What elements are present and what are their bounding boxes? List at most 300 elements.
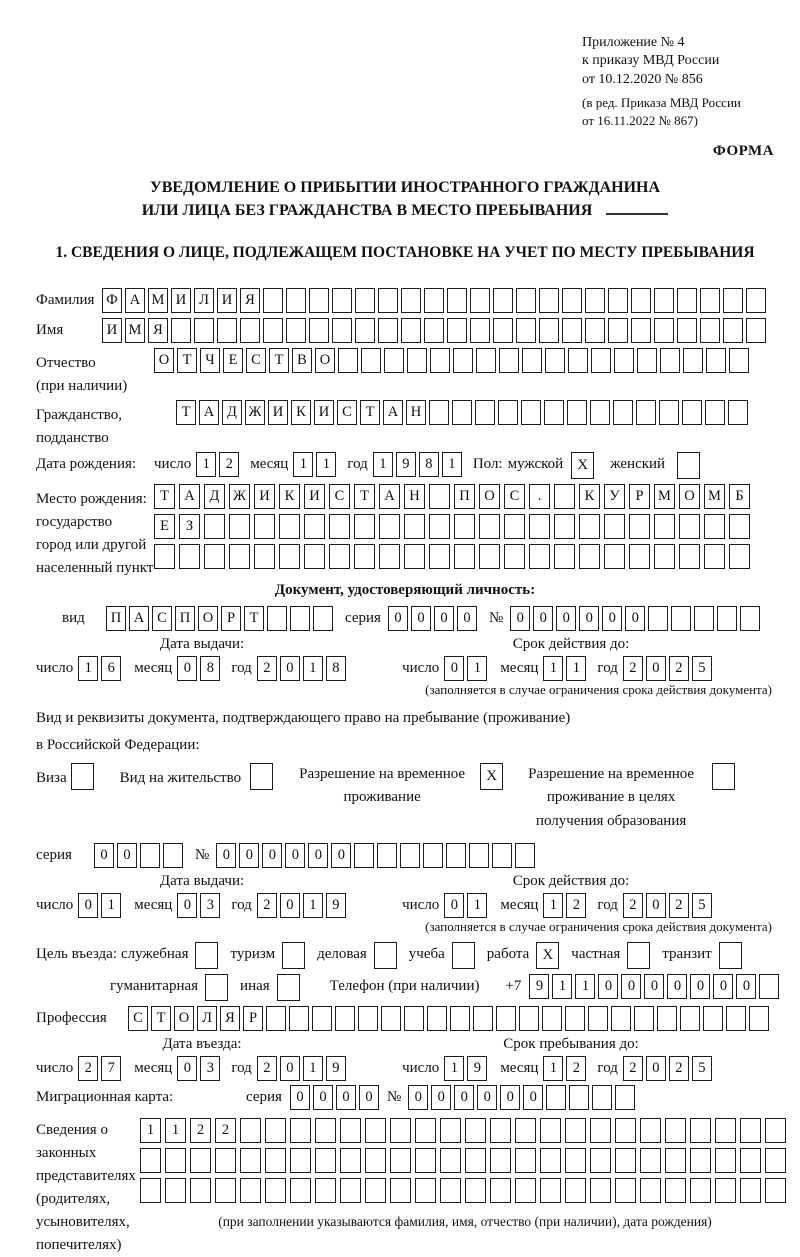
char-cell [522,348,542,373]
stay-day-input[interactable] [444,1056,490,1081]
char-cell [424,318,444,343]
char-cell [659,400,679,425]
char-cell [454,514,475,539]
char-cell [700,318,720,343]
visit-purpose-row1: Цель въезда: служебная туризм деловая учеба работа X частная транзит [36,942,774,969]
residence-expiry-day-input[interactable] [444,893,490,918]
char-cell [312,1006,332,1031]
char-cell [496,1006,516,1031]
char-cell [290,1118,311,1143]
char-cell [729,348,749,373]
doc-number-label: № [488,610,504,627]
form-label: ФОРМА [712,142,774,159]
char-cell [723,288,743,313]
char-cell: О [154,348,174,373]
birth-date-row [36,452,774,479]
residence-number-input[interactable] [216,843,538,868]
doc-number-input[interactable] [510,606,763,631]
char-cell [354,843,374,868]
char-cell [682,400,702,425]
char-cell [229,544,250,569]
char-cell: 0 [239,843,259,868]
char-cell: 0 [336,1085,356,1110]
char-cell: М [654,484,675,509]
char-cell: З [179,514,200,539]
char-cell: 8 [419,452,439,477]
char-cell [729,544,750,569]
phone-input[interactable] [529,974,782,999]
purpose-other-checkbox[interactable] [277,974,300,1001]
char-cell [516,318,536,343]
char-cell [329,514,350,539]
char-cell [430,348,450,373]
char-cell: 9 [467,1056,487,1081]
issue-year-input[interactable] [257,656,349,681]
birth-place-row1-input[interactable] [154,484,754,509]
char-cell: Ч [200,348,220,373]
char-cell [546,1085,566,1110]
char-cell: С [504,484,525,509]
expiry-year-input[interactable] [623,656,715,681]
char-cell [640,1178,661,1203]
char-cell [332,288,352,313]
entry-month-input[interactable] [177,1056,223,1081]
char-cell [379,514,400,539]
char-cell: 0 [94,843,114,868]
surname-input[interactable] [102,288,769,313]
entry-stay-dates: Дата въезда: число 2 7 месяц 0 3 год 2 0 1 9 Срок пребывания до: число 1 9 месяц 1 2 год 2 0 2 5 [36,1036,774,1081]
char-cell [604,514,625,539]
char-cell [340,1118,361,1143]
char-cell [332,318,352,343]
char-cell [354,514,375,539]
appendix-line: к приказу МВД России [582,53,720,69]
char-cell: 1 [140,1118,161,1143]
char-cell [204,514,225,539]
char-cell [554,484,575,509]
char-cell [267,606,287,631]
char-cell [654,514,675,539]
char-cell [470,318,490,343]
char-cell: 0 [523,1085,543,1110]
char-cell [579,544,600,569]
char-cell [705,400,725,425]
char-cell [415,1148,436,1173]
purpose-tourism-checkbox[interactable] [282,942,305,969]
char-cell [379,544,400,569]
char-cell: 0 [500,1085,520,1110]
residence-expiry-year-input[interactable] [623,893,715,918]
appendix-line: Приложение № 4 [582,35,685,50]
issue-day-input[interactable] [78,656,124,681]
identity-doc-kind-row [36,606,774,631]
char-cell [340,1148,361,1173]
char-cell: 0 [434,606,454,631]
residence-issue-heading: Дата выдачи: [159,872,245,889]
char-cell: Д [222,400,242,425]
char-cell [378,318,398,343]
char-cell [765,1178,786,1203]
char-cell: О [198,606,218,631]
migration-card-row [36,1085,774,1110]
char-cell: 0 [477,1085,497,1110]
char-cell: 0 [602,606,622,631]
char-cell: Е [154,514,175,539]
char-cell [629,544,650,569]
char-cell: Р [243,1006,263,1031]
char-cell [637,348,657,373]
expiry-date-heading: Срок действия до: [512,636,630,653]
char-cell [545,348,565,373]
char-cell [286,288,306,313]
char-cell [473,1006,493,1031]
char-cell: О [174,1006,194,1031]
char-cell [740,1118,761,1143]
sex-male-checkbox[interactable]: X [571,452,594,479]
appendix-line: от 10.12.2020 № 856 [582,71,703,87]
char-cell: 1 [373,452,393,477]
char-cell [447,318,467,343]
char-cell [680,1006,700,1031]
char-cell: 0 [625,606,645,631]
char-cell: 1 [543,656,563,681]
residence-options-row [36,763,774,833]
char-cell [690,1148,711,1173]
char-cell: 0 [308,843,328,868]
birth-place-row3-input[interactable] [154,544,754,569]
char-cell [415,1118,436,1143]
visa-checkbox[interactable] [71,763,94,790]
birth-month-input[interactable] [293,452,339,477]
char-cell: Ж [229,484,250,509]
char-cell [614,348,634,373]
expiry-day-input[interactable] [444,656,490,681]
char-cell: 2 [669,656,689,681]
char-cell [190,1148,211,1173]
char-cell [447,288,467,313]
residence-issue-day-input[interactable] [78,893,124,918]
char-cell: 9 [396,452,416,477]
char-cell: 0 [690,974,710,999]
char-cell: 2 [219,452,239,477]
char-cell: И [254,484,275,509]
char-cell [504,544,525,569]
char-cell [529,514,550,539]
temp-residence-checkbox[interactable]: X [480,763,503,790]
char-cell [615,1118,636,1143]
char-cell [279,514,300,539]
char-cell [493,318,513,343]
issue-date-heading: Дата выдачи: [159,636,245,653]
char-cell: Т [244,606,264,631]
char-cell [665,1148,686,1173]
char-cell [354,544,375,569]
char-cell: 0 [667,974,687,999]
char-cell: 1 [444,1056,464,1081]
char-cell [304,514,325,539]
char-cell [290,1148,311,1173]
stay-year-input[interactable] [623,1056,715,1081]
char-cell: Т [176,400,196,425]
entry-date-heading: Дата въезда: [162,1035,242,1052]
char-cell: 0 [262,843,282,868]
purpose-transit-checkbox[interactable] [719,942,742,969]
char-cell: В [292,348,312,373]
char-cell: 2 [566,893,586,918]
char-cell [569,1085,589,1110]
char-cell [404,1006,424,1031]
char-cell: 0 [216,843,236,868]
char-cell [390,1118,411,1143]
char-cell: 0 [556,606,576,631]
char-cell [315,1118,336,1143]
char-cell: 0 [280,1056,300,1081]
migration-series-input[interactable] [290,1085,382,1110]
char-cell: Л [197,1006,217,1031]
issue-month-input[interactable] [177,656,223,681]
phone-prefix: +7 [505,977,522,994]
char-cell [544,400,564,425]
char-cell [465,1148,486,1173]
char-cell [540,1178,561,1203]
char-cell [765,1148,786,1173]
char-cell [562,318,582,343]
char-cell [679,514,700,539]
char-cell: Н [404,484,425,509]
char-cell: 0 [177,1056,197,1081]
identity-doc-note: (заполняется в случае ограничения срока действия документа) [425,682,772,698]
char-cell [671,606,691,631]
char-cell: Ж [245,400,265,425]
birth-day-input[interactable] [196,452,242,477]
char-cell [554,514,575,539]
char-cell: 1 [467,893,487,918]
residence-expiry-month-input[interactable] [543,893,589,918]
char-cell [540,1118,561,1143]
char-cell: М [125,318,145,343]
birth-date-label: Дата рождения: [36,456,137,473]
char-cell [567,400,587,425]
char-cell: 0 [598,974,618,999]
char-cell [657,1006,677,1031]
legal-reps-row1-input[interactable] [140,1118,790,1143]
char-cell [335,1006,355,1031]
char-cell [540,1148,561,1173]
purpose-work-checkbox[interactable]: X [536,942,559,969]
char-cell [690,1178,711,1203]
char-cell [215,1178,236,1203]
char-cell: 0 [280,656,300,681]
birth-place-row2-input[interactable] [154,514,754,539]
char-cell [289,1006,309,1031]
expiry-month-input[interactable] [543,656,589,681]
residence-expiry-heading: Срок действия до: [512,872,630,889]
char-cell [140,1178,161,1203]
legal-reps-block [36,1115,774,1257]
char-cell: 0 [646,656,666,681]
char-cell [592,1085,612,1110]
char-cell [493,288,513,313]
char-cell [585,288,605,313]
char-cell [469,843,489,868]
char-cell: И [268,400,288,425]
char-cell [749,1006,769,1031]
char-cell: 1 [552,974,572,999]
residence-issue-month-input[interactable] [177,893,223,918]
char-cell: 0 [78,893,98,918]
char-cell [475,400,495,425]
char-cell: Р [629,484,650,509]
char-cell [615,1085,635,1110]
sex-male-label: мужской [507,456,564,473]
char-cell: М [704,484,725,509]
char-cell [604,544,625,569]
legal-reps-row2-input[interactable] [140,1148,790,1173]
char-cell: П [175,606,195,631]
char-cell [479,514,500,539]
doc-kind-input[interactable] [106,606,336,631]
char-cell [539,318,559,343]
patronymic-input[interactable] [154,348,752,373]
purpose-private-checkbox[interactable] [627,942,650,969]
char-cell: С [152,606,172,631]
sex-female-checkbox[interactable] [677,452,700,479]
char-cell: К [579,484,600,509]
given-name-label: Имя [36,322,64,339]
char-cell [470,288,490,313]
purpose-business-checkbox[interactable] [374,942,397,969]
char-cell [498,400,518,425]
legal-reps-label: Сведения о законных представителях (родителях, усыновителях, попечителях) [36,1121,136,1253]
char-cell [450,1006,470,1031]
month-label: месяц [250,456,289,473]
residence-permit-checkbox[interactable] [250,763,273,790]
char-cell [490,1178,511,1203]
purpose-humanitarian-checkbox[interactable] [205,974,228,1001]
char-cell [266,1006,286,1031]
char-cell [542,1006,562,1031]
char-cell [165,1148,186,1173]
char-cell: 2 [257,1056,277,1081]
char-cell [452,400,472,425]
entry-year-input[interactable] [257,1056,349,1081]
surname-label: Фамилия [36,292,95,309]
char-cell: П [106,606,126,631]
residence-issue-year-input[interactable] [257,893,349,918]
residence-intro: Вид и реквизиты документа, подтверждающего право на пребывание (проживание) в Российской Федерации: [36,710,571,754]
char-cell [404,544,425,569]
char-cell [636,400,656,425]
char-cell [715,1178,736,1203]
char-cell [554,544,575,569]
doc-series-input[interactable] [388,606,480,631]
appendix-block [582,34,774,129]
char-cell [515,843,535,868]
char-cell [521,400,541,425]
char-cell [381,1006,401,1031]
profession-label: Профессия [36,1009,107,1026]
char-cell: 9 [529,974,549,999]
form-title-line1: УВЕДОМЛЕНИЕ О ПРИБЫТИИ ИНОСТРАННОГО ГРАЖДАНИНА [149,178,661,196]
char-cell [204,544,225,569]
char-cell: И [217,288,237,313]
char-cell: 0 [177,656,197,681]
char-cell: С [329,484,350,509]
char-cell: 0 [457,606,477,631]
char-cell [660,348,680,373]
revision-line: от 16.11.2022 № 867) [582,112,699,128]
char-cell: 3 [200,893,220,918]
char-cell: 0 [290,1085,310,1110]
visit-purpose-label: Цель въезда: [36,945,117,962]
citizenship-input[interactable] [176,400,751,425]
char-cell [729,514,750,539]
migration-number-label: № [386,1088,402,1105]
char-cell: 5 [692,656,712,681]
char-cell [479,544,500,569]
identity-doc-dates: Дата выдачи: число 1 6 месяц 0 8 год 2 0 1 8 Срок действия до: число 0 1 месяц 1 1 год 2 0 2 5 [36,636,774,681]
char-cell [454,544,475,569]
char-cell: О [679,484,700,509]
char-cell [263,318,283,343]
char-cell: 5 [692,1056,712,1081]
migration-number-input[interactable] [408,1085,638,1110]
given-name-input[interactable] [102,318,769,343]
legal-reps-row3-input[interactable] [140,1178,790,1203]
char-cell [165,1178,186,1203]
char-cell [499,348,519,373]
char-cell [401,318,421,343]
char-cell [579,514,600,539]
char-cell: 2 [623,656,643,681]
temp-residence-edu-checkbox[interactable] [712,763,735,790]
day-label: число [154,456,192,473]
char-cell [654,288,674,313]
char-cell [415,1178,436,1203]
char-cell: 0 [177,893,197,918]
purpose-official-checkbox[interactable] [195,942,218,969]
entry-day-input[interactable] [78,1056,124,1081]
visa-label: Виза [36,770,67,787]
char-cell [290,1178,311,1203]
residence-series-input[interactable] [94,843,186,868]
purpose-study-checkbox[interactable] [452,942,475,969]
citizenship-row [36,400,774,450]
char-cell: 0 [388,606,408,631]
char-cell: О [315,348,335,373]
profession-input[interactable] [128,1006,772,1031]
migration-series-label: серия [246,1088,282,1105]
char-cell [265,1148,286,1173]
char-cell [355,318,375,343]
char-cell: 2 [566,1056,586,1081]
char-cell: Т [360,400,380,425]
char-cell [140,843,160,868]
stay-month-input[interactable] [543,1056,589,1081]
char-cell [476,348,496,373]
char-cell [568,348,588,373]
char-cell: 0 [411,606,431,631]
char-cell [640,1118,661,1143]
char-cell [615,1148,636,1173]
char-cell: Я [240,288,260,313]
char-cell: 1 [165,1118,186,1143]
char-cell [629,514,650,539]
patronymic-label: Отчество (при наличии) [36,355,128,395]
char-cell: 7 [101,1056,121,1081]
birth-year-input[interactable] [373,452,465,477]
char-cell: 1 [566,656,586,681]
